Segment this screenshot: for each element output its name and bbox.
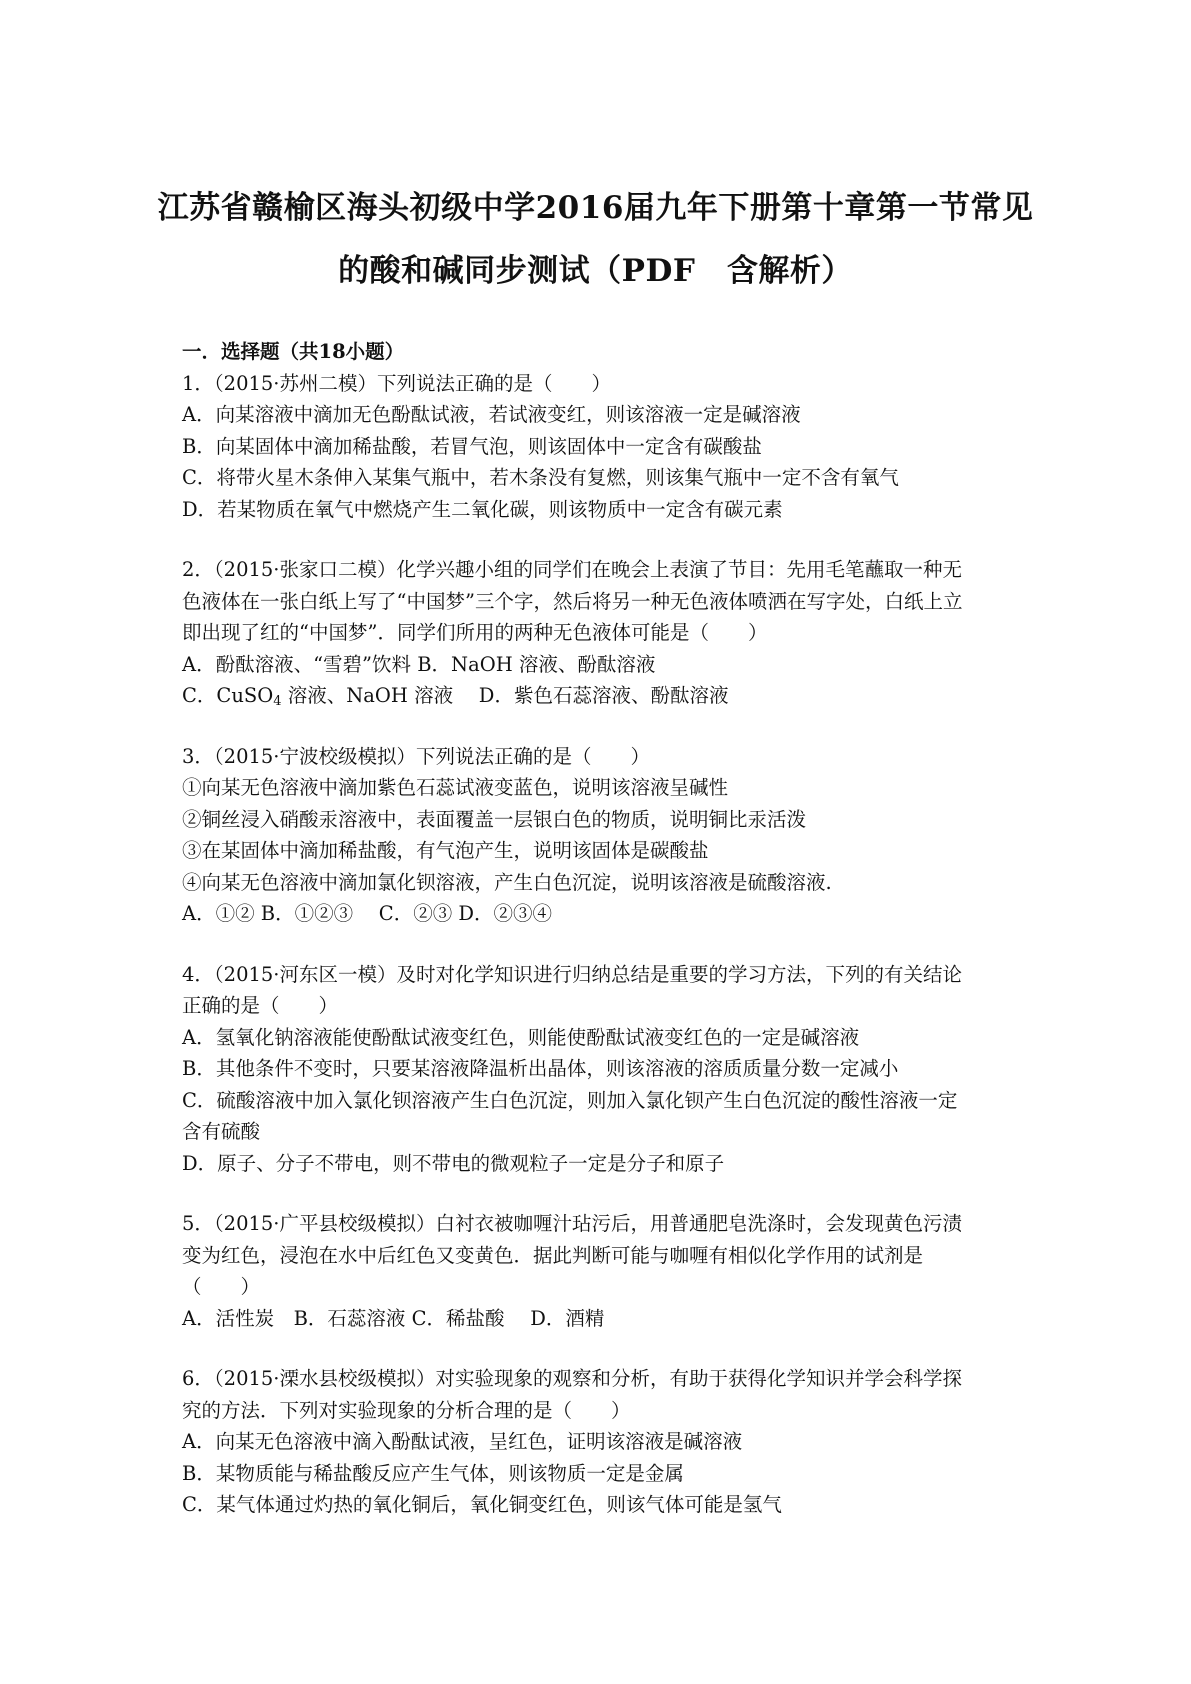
question-3 (182, 741, 1020, 930)
option-d: D．若某物质在氧气中燃烧产生二氧化碳，则该物质中一定含有碳元素 (182, 497, 783, 521)
option-a-b: A．酚酞溶液、“雪碧”饮料 B．NaOH 溶液、酚酞溶液 (182, 652, 656, 676)
option-a: A．向某无色溶液中滴入酚酞试液，呈红色，证明该溶液是碱溶液 (182, 1430, 743, 1453)
statement-1: ①向某无色溶液中滴加紫色石蕊试液变蓝色，说明该溶液呈碱性 (182, 776, 729, 799)
statement-2: ②铜丝浸入硝酸汞溶液中，表面覆盖一层银白色的物质，说明铜比汞活泼 (182, 807, 807, 831)
question-stem-line: （ ） (182, 1275, 261, 1298)
document-title-line-1: 江苏省赣榆区海头初级中学2016届九年下册第十章第一节常见 (157, 190, 1034, 226)
question-6 (182, 1363, 1020, 1521)
question-2 (182, 554, 1020, 712)
question-4 (182, 959, 1020, 1180)
option-c-text: C．CuSO (182, 684, 274, 707)
document-body (182, 336, 1020, 1550)
question-stem: 3．（2015·宁波校级模拟）下列说法正确的是（ ） (182, 744, 650, 768)
option-c: C．将带火星木条伸入某集气瓶中，若木条没有复燃，则该集气瓶中一定不含有氧气 (182, 466, 899, 489)
option-c-d-text: 溶液、NaOH 溶液 D．紫色石蕊溶液、酚酞溶液 (281, 684, 729, 707)
question-stem-line: 6．（2015·溧水县校级模拟）对实验现象的观察和分析，有助于获得化学知识并学会科学探 (182, 1367, 962, 1390)
question-5 (182, 1208, 1020, 1334)
option-c: C．硫酸溶液中加入氯化钡溶液产生白色沉淀，则加入氯化钡产生白色沉淀的酸性溶液一定 (182, 1088, 958, 1112)
option-b: B．某物质能与稀盐酸反应产生气体，则该物质一定是金属 (182, 1461, 684, 1485)
question-stem-line: 4．（2015·河东区一模）及时对化学知识进行归纳总结是重要的学习方法，下列的有关结论 (182, 962, 962, 986)
statement-4: ④向某无色溶液中滴加氯化钡溶液，产生白色沉淀，说明该溶液是硫酸溶液. (182, 870, 832, 894)
option-b: B．其他条件不变时，只要某溶液降温析出晶体，则该溶液的溶质质量分数一定减小 (182, 1057, 899, 1080)
answer-options: A．活性炭 B．石蕊溶液 C．稀盐酸 D．酒精 (182, 1306, 605, 1330)
question-stem-line: 色液体在一张白纸上写了“中国梦”三个字，然后将另一种无色液体喷洒在写字处，白纸上立 (182, 589, 963, 613)
question-1 (182, 368, 1020, 526)
option-c-d (182, 680, 1020, 712)
question-stem-line: 正确的是（ ） (182, 994, 339, 1017)
option-a: A．向某溶液中滴加无色酚酞试液，若试液变红，则该溶液一定是碱溶液 (182, 403, 801, 426)
option-d: D．原子、分子不带电，则不带电的微观粒子一定是分子和原子 (182, 1151, 725, 1175)
question-stem-line: 究的方法．下列对实验现象的分析合理的是（ ） (182, 1398, 631, 1422)
answer-options: A．①② B．①②③ C．②③ D．②③④ (182, 902, 553, 925)
question-stem-line: 即出现了红的“中国梦”．同学们所用的两种无色液体可能是（ ） (182, 621, 768, 644)
statement-3: ③在某固体中滴加稀盐酸，有气泡产生，说明该固体是碳酸盐 (182, 839, 709, 862)
option-c-continued: 含有硫酸 (182, 1120, 261, 1143)
option-b: B．向某固体中滴加稀盐酸，若冒气泡，则该固体中一定含有碳酸盐 (182, 434, 762, 458)
subscript-4: 4 (273, 694, 282, 709)
question-stem: 1．（2015·苏州二模）下列说法正确的是（ ） (182, 371, 611, 395)
question-stem-line: 2．（2015·张家口二模）化学兴趣小组的同学们在晚会上表演了节目：先用毛笔蘸取一种无 (182, 558, 962, 581)
question-stem-line: 变为红色，浸泡在水中后红色又变黄色．据此判断可能与咖喱有相似化学作用的试剂是 (182, 1243, 924, 1267)
option-a: A．氢氧化钠溶液能使酚酞试液变红色，则能使酚酞试液变红色的一定是碱溶液 (182, 1025, 860, 1049)
section-header: 一．选择题（共18小题） (182, 340, 405, 363)
option-c: C．某气体通过灼热的氧化铜后，氧化铜变红色，则该气体可能是氢气 (182, 1493, 782, 1516)
document-title-line-2: 的酸和碱同步测试（PDF 含解析） (338, 253, 853, 289)
question-stem-line: 5．（2015·广平县校级模拟）白衬衣被咖喱汁玷污后，用普通肥皂洗涤时，会发现黄色污渍 (182, 1212, 962, 1235)
